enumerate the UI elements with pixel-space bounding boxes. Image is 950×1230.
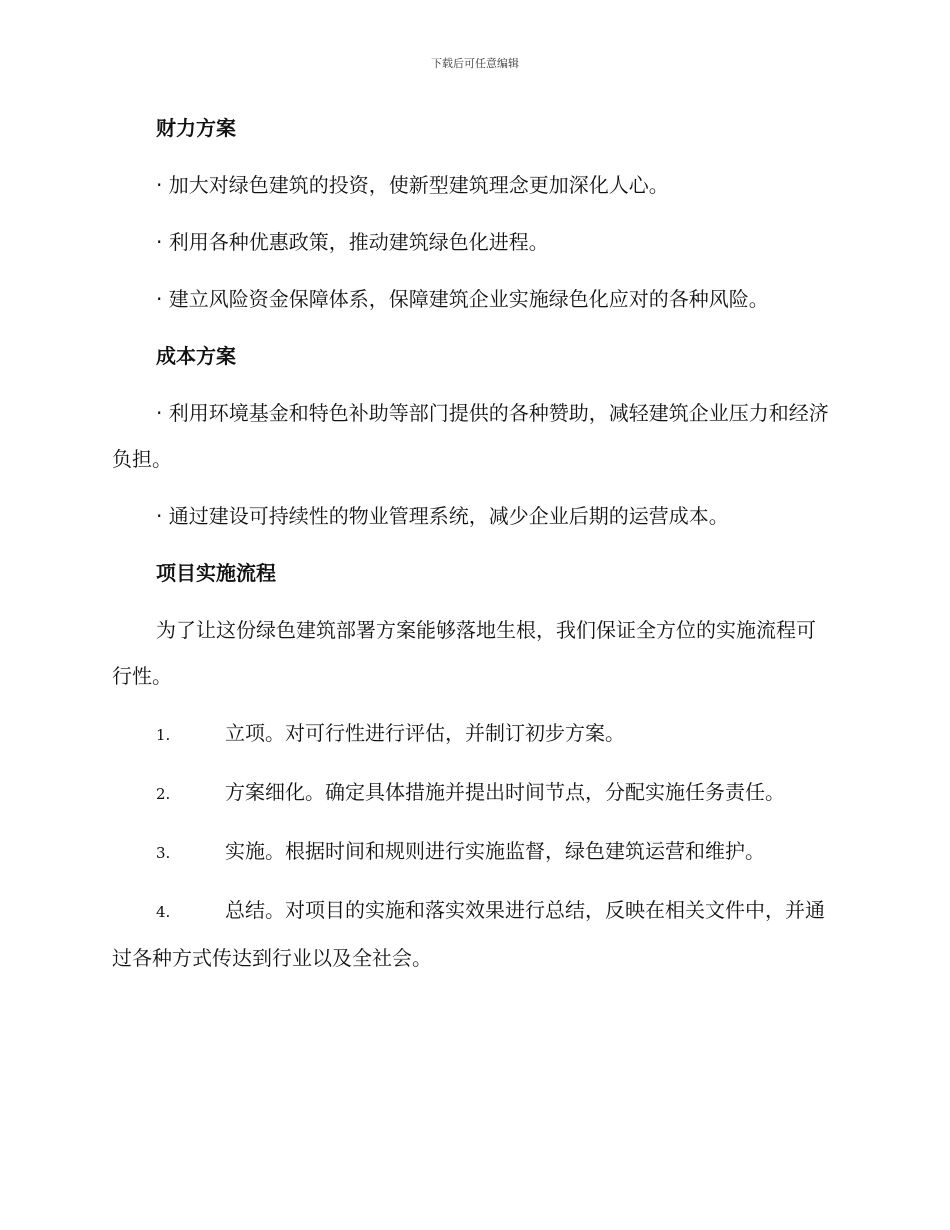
step-number: 4. xyxy=(156,903,171,921)
finance-item: · 利用各种优惠政策，推动建筑绿色化进程。 xyxy=(156,230,549,254)
header-note: 下载后可任意编辑 xyxy=(431,57,519,70)
step-text: 方案细化。确定具体措施并提出时间节点，分配实施任务责任。 xyxy=(225,780,785,804)
step-text: 实施。根据时间和规则进行实施监督，绿色建筑运营和维护。 xyxy=(225,839,765,863)
process-step xyxy=(112,710,830,758)
finance-item: · 建立风险资金保障体系，保障建筑企业实施绿色化应对的各种风险。 xyxy=(156,287,769,311)
section-heading-cost: 成本方案 xyxy=(156,344,236,368)
process-step xyxy=(112,887,830,981)
step-number: 1. xyxy=(156,726,171,744)
finance-item: · 加大对绿色建筑的投资，使新型建筑理念更加深化人心。 xyxy=(156,173,669,197)
section-heading-finance: 财力方案 xyxy=(156,116,236,140)
cost-item: · 通过建设可持续性的物业管理系统，减少企业后期的运营成本。 xyxy=(156,504,729,528)
process-intro: 为了让这份绿色建筑部署方案能够落地生根，我们保证全方位的实施流程可行性。 xyxy=(112,618,816,688)
process-step xyxy=(112,828,830,876)
step-text: 总结。对项目的实施和落实效果进行总结，反映在相关文件中，并通过各种方式传达到行业以及全社会。 xyxy=(112,898,825,970)
section-heading-process: 项目实施流程 xyxy=(156,561,276,585)
process-step xyxy=(112,769,830,817)
step-number: 3. xyxy=(156,844,171,862)
step-number: 2. xyxy=(156,785,171,803)
cost-item: · 利用环境基金和特色补助等部门提供的各种赞助，减轻建筑企业压力和经济负担。 xyxy=(112,401,829,471)
step-text: 立项。对可行性进行评估，并制订初步方案。 xyxy=(225,721,625,745)
document-body xyxy=(112,105,830,992)
